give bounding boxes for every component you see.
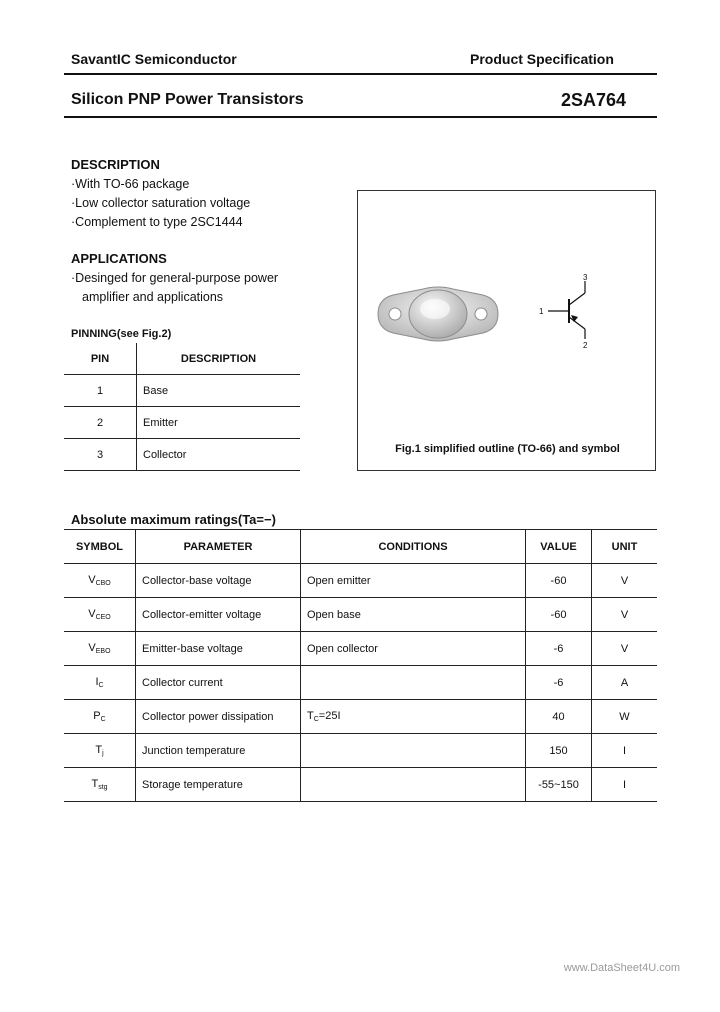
pin-description: Collector: [137, 439, 301, 471]
ratings-heading: Absolute maximum ratings(Ta=−): [71, 512, 276, 527]
symbol-letter: T: [95, 744, 103, 756]
rating-unit: V: [592, 632, 658, 666]
doc-title: Silicon PNP Power Transistors: [71, 91, 304, 108]
pin-number: 1: [64, 375, 137, 407]
rating-parameter: Collector current: [136, 666, 301, 700]
rating-unit: W: [592, 700, 658, 734]
rating-unit: I: [592, 734, 658, 768]
ratings-table: [64, 529, 657, 802]
table-row: [64, 700, 657, 734]
table-row: [64, 375, 300, 407]
applications-heading: APPLICATIONS: [71, 251, 167, 266]
rating-value: -6: [526, 632, 592, 666]
rating-conditions: [301, 768, 526, 802]
rating-conditions: [301, 666, 526, 700]
symbol-letter: V: [88, 642, 96, 654]
pinning-heading: PINNING(see Fig.2): [71, 328, 172, 340]
rating-unit: A: [592, 666, 658, 700]
condition-subscript: C: [313, 716, 319, 723]
col-description: DESCRIPTION: [137, 343, 301, 375]
condition-letter: T: [307, 710, 314, 722]
rating-unit: I: [592, 768, 658, 802]
rating-parameter: Junction temperature: [136, 734, 301, 768]
table-row: [64, 632, 657, 666]
condition-value: =25I: [318, 710, 341, 722]
table-header-row: [64, 343, 300, 375]
rating-conditions: Open base: [301, 598, 526, 632]
rating-unit: V: [592, 598, 658, 632]
rating-symbol: [64, 564, 136, 598]
rating-parameter: Collector power dissipation: [136, 700, 301, 734]
rating-unit: V: [592, 564, 658, 598]
pin-description: Emitter: [137, 407, 301, 439]
watermark[interactable]: www.DataSheet4U.com: [563, 962, 680, 974]
pnp-transistor-symbol: [533, 271, 603, 351]
spec-label: Product Specification: [470, 51, 614, 67]
table-row: [64, 598, 657, 632]
rating-parameter: Emitter-base voltage: [136, 632, 301, 666]
table-row: [64, 734, 657, 768]
symbol-letter: I: [95, 676, 99, 688]
table-row: [64, 407, 300, 439]
header-rule-bottom: [64, 116, 657, 118]
col-unit: UNIT: [592, 530, 658, 564]
rating-parameter: Storage temperature: [136, 768, 301, 802]
rating-conditions: Open emitter: [301, 564, 526, 598]
company-name: SavantIC Semiconductor: [71, 51, 237, 67]
symbol-subscript: C: [100, 716, 106, 723]
table-row: [64, 564, 657, 598]
rating-value: -60: [526, 598, 592, 632]
symbol-letter: T: [91, 778, 99, 790]
rating-symbol: [64, 598, 136, 632]
rating-value: -60: [526, 564, 592, 598]
table-header-row: [64, 530, 657, 564]
description-list: [71, 175, 250, 232]
description-item: ·Complement to type 2SC1444: [71, 215, 243, 229]
symbol-pin-3: 3: [583, 273, 588, 282]
symbol-subscript: CEO: [95, 614, 111, 621]
symbol-letter: P: [93, 710, 101, 722]
applications-item: amplifier and applications: [82, 290, 224, 304]
description-item: ·Low collector saturation voltage: [71, 196, 251, 210]
applications-item: ·Desinged for general-purpose power: [71, 271, 279, 285]
rating-symbol: [64, 768, 136, 802]
figure-box: [357, 190, 656, 471]
figure-caption: Fig.1 simplified outline (TO-66) and symbol: [395, 443, 620, 455]
symbol-pin-2: 2: [583, 341, 588, 350]
rating-value: -6: [526, 666, 592, 700]
table-row: [64, 439, 300, 471]
symbol-subscript: EBO: [95, 648, 111, 655]
rating-parameter: Collector-base voltage: [136, 564, 301, 598]
pin-number: 3: [64, 439, 137, 471]
rating-symbol: [64, 700, 136, 734]
rating-value: 150: [526, 734, 592, 768]
pin-description: Base: [137, 375, 301, 407]
symbol-pin-1: 1: [539, 307, 544, 316]
rating-symbol: [64, 632, 136, 666]
symbol-letter: V: [88, 574, 96, 586]
rating-symbol: [64, 734, 136, 768]
table-row: [64, 666, 657, 700]
col-symbol: SYMBOL: [64, 530, 136, 564]
col-parameter: PARAMETER: [136, 530, 301, 564]
col-value: VALUE: [526, 530, 592, 564]
header-rule-top: [64, 73, 657, 75]
rating-parameter: Collector-emitter voltage: [136, 598, 301, 632]
part-number: 2SA764: [561, 90, 627, 110]
applications-list: [71, 269, 278, 307]
pin-number: 2: [64, 407, 137, 439]
rating-conditions: Open collector: [301, 632, 526, 666]
rating-symbol: [64, 666, 136, 700]
symbol-subscript: C: [98, 682, 104, 689]
symbol-subscript: stg: [98, 784, 108, 791]
description-heading: DESCRIPTION: [71, 157, 160, 172]
rating-value: -55~150: [526, 768, 592, 802]
table-row: [64, 768, 657, 802]
col-conditions: CONDITIONS: [301, 530, 526, 564]
rating-value: 40: [526, 700, 592, 734]
rating-conditions: [301, 700, 526, 734]
rating-conditions: [301, 734, 526, 768]
to66-package-image: [373, 281, 503, 347]
symbol-subscript: j: [102, 750, 104, 757]
pinning-table: [64, 343, 300, 471]
symbol-letter: V: [88, 608, 96, 620]
col-pin: PIN: [64, 343, 137, 375]
symbol-subscript: CBO: [95, 580, 111, 587]
description-item: ·With TO-66 package: [71, 177, 190, 191]
